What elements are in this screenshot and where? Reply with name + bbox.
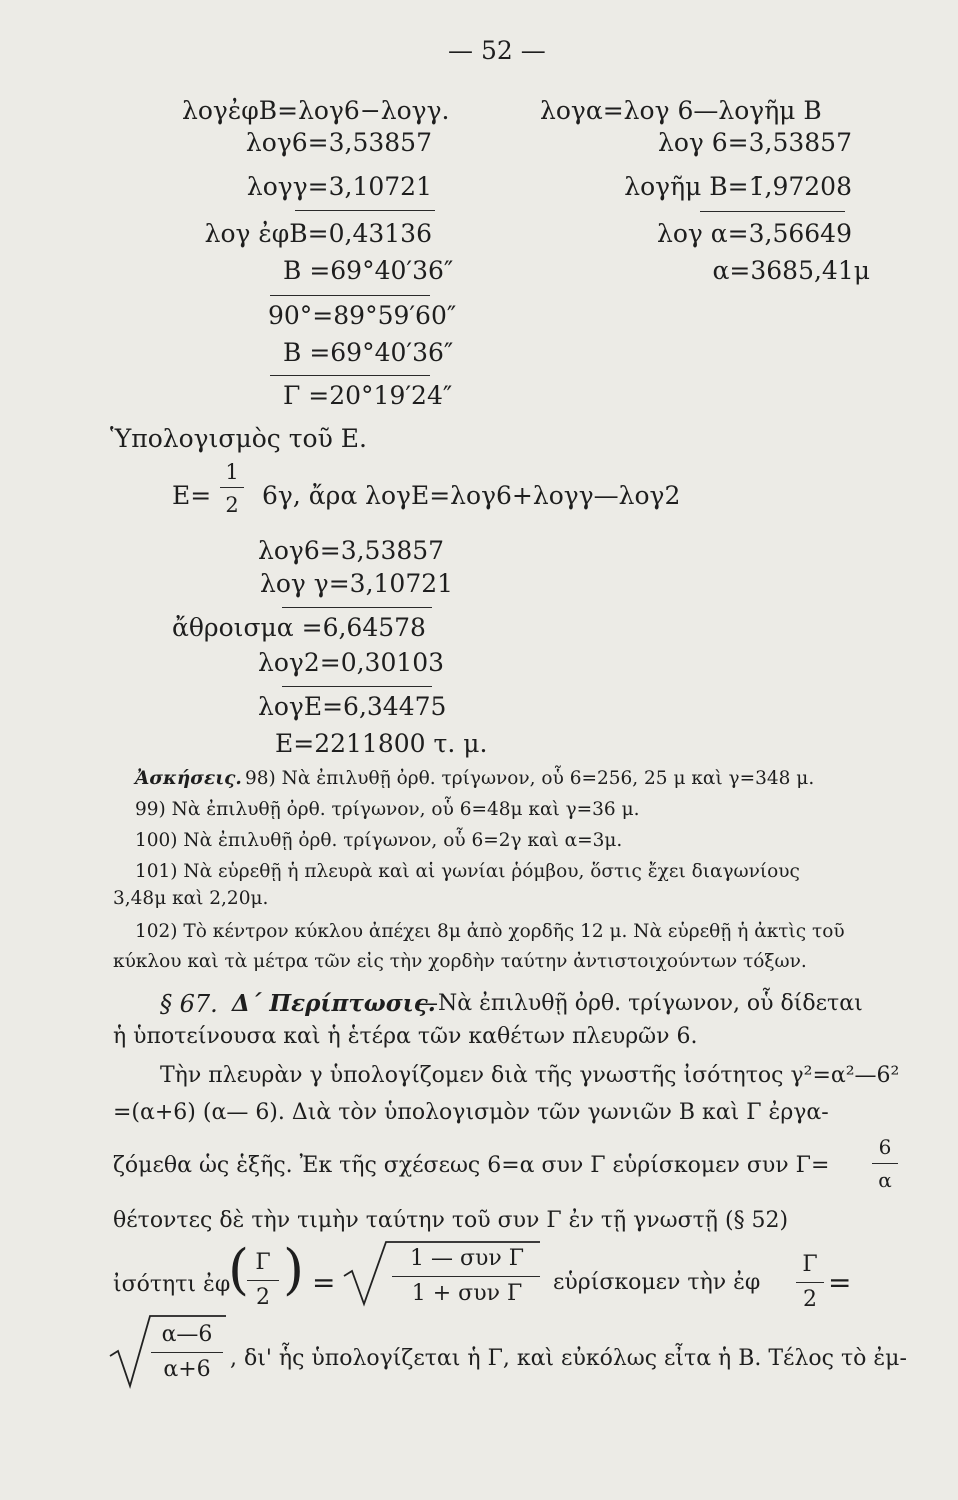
formula-line-text: εὑρίσκομεν τὴν ἐφ [553,1270,761,1295]
fraction-bar [247,1280,279,1281]
exercise-102-line2: κύκλου καὶ τὰ μέτρα τῶν εἰς τὴν χορδὴν ταύτην ἀντιστοιχούντων τόξων. [113,951,807,972]
fraction-bar [796,1282,824,1283]
exercise-98: 98) Νὰ ἐπιλυθῇ ὀρθ. τρίγωνον, οὗ 6=256, 25 μ καὶ γ=348 μ. [245,768,815,789]
fraction-denominator: 2 [803,1287,817,1312]
paren-left: ( [228,1238,250,1301]
area-formula: 6γ, ἄρα λογE=λογ6+λογγ—λογ2 [262,481,681,510]
left-calc-line: Γ =20°19′24″ [283,381,453,410]
exercise-100: 100) Νὰ ἐπιλυθῇ ὀρθ. τρίγωνον, οὗ 6=2γ καὶ α=3μ. [135,830,623,851]
area-calc-line: ἄθροισμα =6,64578 [172,613,426,642]
exercise-99: 99) Νὰ ἐπιλυθῇ ὀρθ. τρίγωνον, οὗ 6=48μ καὶ γ=36 μ. [135,799,640,820]
exercise-101-line1: 101) Νὰ εὑρεθῇ ἡ πλευρὰ καὶ αἱ γωνίαι ῥόμβου, ὅστις ἔχει διαγωνίους [135,861,800,882]
right-calc-line: λογῆμ B=1̄,97208 [624,172,852,201]
page-number: — 52 — [448,36,546,65]
formula-line-text: ἰσότητι ἐφ [113,1272,231,1297]
section-line: , δι' ἧς ὑπολογίζεται ἡ Γ, καὶ εὐκόλως εἶτα ἡ B. Τέλος τὸ ἐμ- [230,1346,907,1371]
radical-denominator: α+6 [163,1357,211,1382]
exercise-101-line2: 3,48μ καὶ 2,20μ. [113,888,269,909]
sum-rule [282,607,432,608]
sum-rule [270,375,430,376]
exercise-title: Ἀσκήσεις. [135,768,242,789]
equals-sign: = [312,1266,336,1299]
right-calc-line: λογ 6=3,53857 [657,128,852,157]
area-calc-line: λογ6=3,53857 [258,536,445,565]
sum-rule [295,210,435,211]
exercise-102-line1: 102) Τὸ κέντρον κύκλου ἀπέχει 8μ ἀπὸ χορδῆς 12 μ. Νὰ εὑρεθῇ ἡ ἀκτὶς τοῦ [135,921,845,942]
left-calc-line: λογγ=3,10721 [246,172,432,201]
section-number: § 67. [160,990,218,1018]
sum-rule [700,211,845,212]
fraction-denominator: 2 [256,1285,270,1310]
fraction-bar [151,1352,223,1353]
sum-rule [282,686,432,687]
section-line: —Νὰ ἐπιλυθῇ ὀρθ. τρίγωνον, οὗ δίδεται [416,991,863,1016]
area-calc-line: E=2211800 τ. μ. [275,729,488,758]
fraction-bar [392,1276,540,1277]
section-heading: Ὑπολογισμὸς τοῦ E. [110,424,367,453]
area-calc-line: λογE=6,34475 [258,692,447,721]
fraction-numerator: 1 [225,460,239,484]
section-line: ἡ ὑποτείνουσα καὶ ἡ ἑτέρα τῶν καθέτων πλευρῶν 6. [113,1024,698,1049]
section-line: =(α+6) (α— 6). Διὰ τὸν ὑπολογισμὸν τῶν γωνιῶν B καὶ Γ ἐργα- [113,1100,829,1125]
paren-right: ) [283,1238,305,1301]
area-calc-line: λογ2=0,30103 [258,648,445,677]
left-calc-line: λογἐφB=λογ6−λογγ. [182,96,450,125]
fraction-denominator: 2 [225,493,239,517]
area-label: E= [172,481,212,510]
right-calc-line: α=3685,41μ [712,256,870,285]
left-calc-line: λογ ἐφB=0,43136 [204,219,432,248]
left-calc-line: λογ6=3,53857 [245,128,432,157]
radical-denominator: 1 + συν Γ [411,1281,523,1306]
sum-rule [270,295,430,296]
area-calc-line: λογ γ=3,10721 [260,569,454,598]
fraction-denominator: α [878,1168,892,1192]
radical-numerator: 1 — συν Γ [409,1246,524,1271]
left-calc-line: B =69°40′36″ [283,256,454,285]
section-title: Δ΄ Περίπτωσις. [232,990,436,1017]
fraction-numerator: Γ [255,1250,271,1275]
fraction-numerator: Γ [802,1252,818,1277]
fraction-bar [872,1163,898,1164]
right-calc-line: λογα=λογ 6—λογῆμ B [540,96,822,125]
fraction-numerator: 6 [878,1135,892,1159]
section-line: Τὴν πλευρὰν γ ὑπολογίζομεν διὰ τῆς γνωστῆς ἰσότητος γ²=α²—6² [160,1063,900,1088]
left-calc-line: 90°=89°59′60″ [268,301,457,330]
section-line: θέτοντες δὲ τὴν τιμὴν ταύτην τοῦ συν Γ ἐν τῇ γνωστῇ (§ 52) [113,1208,789,1233]
section-line: ζόμεθα ὡς ἑξῆς. Ἐκ τῆς σχέσεως 6=α συν Γ εὑρίσκομεν συν Γ= [113,1153,830,1178]
left-calc-line: B =69°40′36″ [283,338,454,367]
right-calc-line: λογ α=3,56649 [657,219,852,248]
radical-numerator: α—6 [161,1322,213,1347]
fraction-bar [220,487,244,488]
equals-sign: = [828,1266,852,1299]
